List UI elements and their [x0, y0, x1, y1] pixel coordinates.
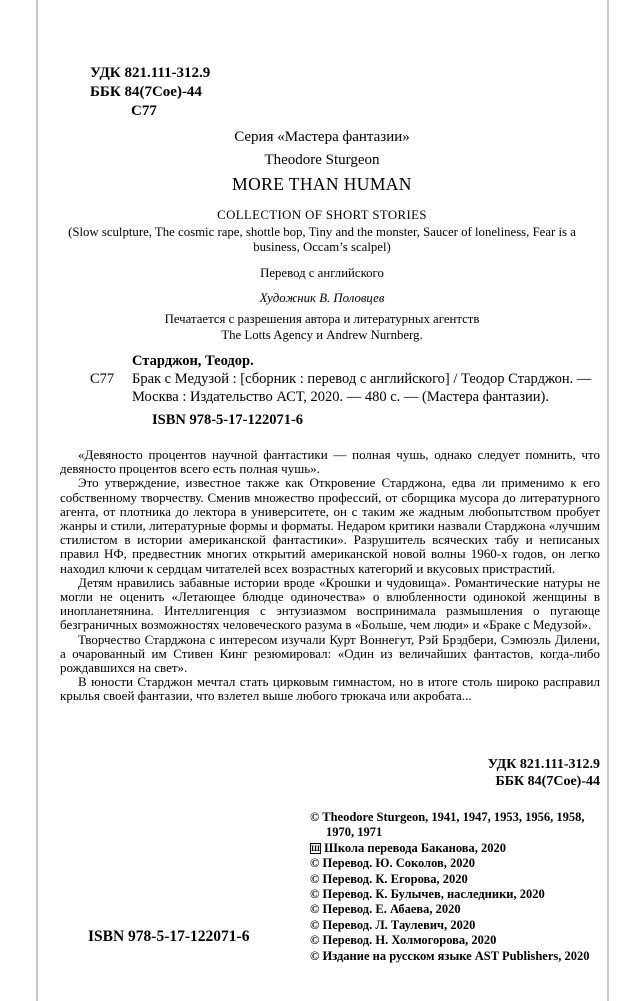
catalog-isbn: ISBN 978-5-17-122071-6	[152, 412, 304, 428]
copyright-symbol: ©	[310, 871, 320, 886]
copyright-text: Перевод. Л. Таулевич, 2020	[322, 917, 476, 932]
copyright-symbol: ©	[310, 917, 320, 932]
classification-block-bottom	[488, 757, 600, 790]
isbn-bottom: ISBN 978-5-17-122071-6	[88, 928, 250, 945]
catalog-author: Старджон, Теодор.	[132, 353, 254, 369]
bbk-number-bottom: ББК 84(7Сое)-44	[495, 773, 600, 789]
udk-number: УДК 821.111-312.9	[90, 65, 211, 81]
udk-number-bottom: УДК 821.111-312.9	[487, 757, 600, 772]
page-right-edge-line	[607, 0, 609, 1001]
collection-contents: (Slow sculpture, The cosmic rape, shottle bop, Tiny and the monster, Saucer of loneliness, Fear is a business, Occam’s scalpel)	[68, 225, 576, 254]
permission-line-1: Печатается с разрешения автора и литературных агентств	[164, 312, 480, 326]
catalog-code: С77	[131, 103, 157, 119]
bbk-number: ББК 84(7Сое)-44	[90, 84, 202, 100]
catalog-entry-text: Брак с Медузой : [сборник : перевод с английского] / Теодор Старджон. — Москва : Издательство АСТ, 2020. — 480 с. — (Мастера фантазии).	[132, 371, 592, 405]
copyright-line	[310, 872, 604, 887]
copyright-text: Издание на русском языке AST Publishers, 2020	[322, 948, 590, 963]
copyright-line	[310, 856, 604, 871]
collection-title: COLLECTION OF SHORT STORIES	[217, 208, 427, 222]
copyright-text: Перевод. К. Булычев, наследники, 2020	[322, 887, 545, 902]
annotation-paragraph: Творчество Старджона с интересом изучали Курт Воннегут, Рэй Брэдбери, Сэмюэль Дилени, а очарованный им Стивен Кинг резюмировал: «Один из величайших фантастов, когда-либо рождавшихся на свет».	[60, 631, 600, 676]
copyright-list	[310, 810, 604, 964]
book-title-en: MORE THAN HUMAN	[232, 174, 412, 194]
copyright-text: Перевод. Е. Абаева, 2020	[322, 902, 461, 917]
copyright-line	[310, 902, 604, 917]
copyright-symbol: ©	[310, 856, 320, 871]
author-name-en: Theodore Sturgeon	[264, 152, 380, 168]
annotation-paragraph: В юности Старджон мечтал стать цирковым гимнастом, но в итоге столь широко расправил крылья своей фантазии, что взлетел выше любого трюкача или акробата...	[60, 674, 600, 704]
catalog-card	[90, 352, 600, 429]
annotation-paragraph: Это утверждение, известное также как Откровение Старджона, едва ли применимо к его собственному творчеству. Сменив множество профессий, от сборщика мусора до литературного агента, от плотника до лектора в университете, он с таким же жадным любопытством пробует жанры и стили, литературные формы и форматы. Недаром критики назвали Старджона «лучшим стилистом в истории американской фантастики». Разрушитель всяческих табу и неписаных правил НФ, предвестник многих открытий американской новой волны 1960-х годов, он легко находил ключи к сердцам читателей всех возрастных категорий и вкусовых пристрастий.	[60, 475, 600, 576]
copyright-line	[310, 841, 604, 856]
catalog-entry	[90, 370, 600, 406]
copyright-text: Перевод. К. Егорова, 2020	[322, 871, 468, 886]
copyright-text: Школа перевода Баканова, 2020	[324, 840, 507, 855]
copyright-line	[310, 887, 604, 902]
artist-credit: Художник В. Половцев	[259, 291, 385, 305]
classification-block	[90, 64, 210, 121]
copyright-line	[310, 918, 604, 933]
copyright-symbol: ©	[310, 902, 320, 917]
copyright-line	[310, 810, 604, 841]
copyright-line	[310, 949, 604, 964]
copyright-symbol: ©	[310, 948, 320, 963]
catalog-entry-code: С77	[90, 371, 115, 387]
copyright-symbol: ©	[310, 933, 320, 948]
title-header	[44, 128, 600, 343]
copyright-symbol: ©	[310, 810, 320, 824]
permission-note	[44, 312, 600, 343]
translated-from-note: Перевод с английского	[260, 266, 384, 280]
series-title: Серия «Мастера фантазии»	[234, 129, 410, 145]
copyright-text: Theodore Sturgeon, 1941, 1947, 1953, 1956, 1958, 1970, 1971	[322, 810, 585, 840]
copyright-text: Перевод. Н. Холмогорова, 2020	[322, 933, 497, 948]
annotation-paragraph: «Девяносто процентов научной фантастики — полная чушь, однако следует помнить, что девяносто процентов всего есть полная чушь».	[60, 447, 600, 477]
bakanov-school-logo-icon: Ш	[311, 843, 320, 853]
copyright-text: Перевод. Ю. Соколов, 2020	[322, 856, 476, 871]
copyright-line	[310, 933, 604, 948]
permission-line-2: The Lotts Agency и Andrew Nurnberg.	[221, 327, 423, 342]
page-left-edge-line	[36, 0, 38, 1001]
annotation-paragraph: Детям нравились забавные истории вроде «Крошки и чудовища». Романтические натуры не могли не оценить «Летающее блюдце одиночества» о влюбленности одинокой женщины в инопланетянина. Интеллигенция с энтузиазмом воспринимала размышления о пугающе безграничных возможностях человеческого разума в «Больше, чем люди» и «Браке с Медузой».	[60, 574, 600, 633]
copyright-symbol: ©	[310, 887, 320, 902]
annotation-block	[60, 448, 600, 704]
